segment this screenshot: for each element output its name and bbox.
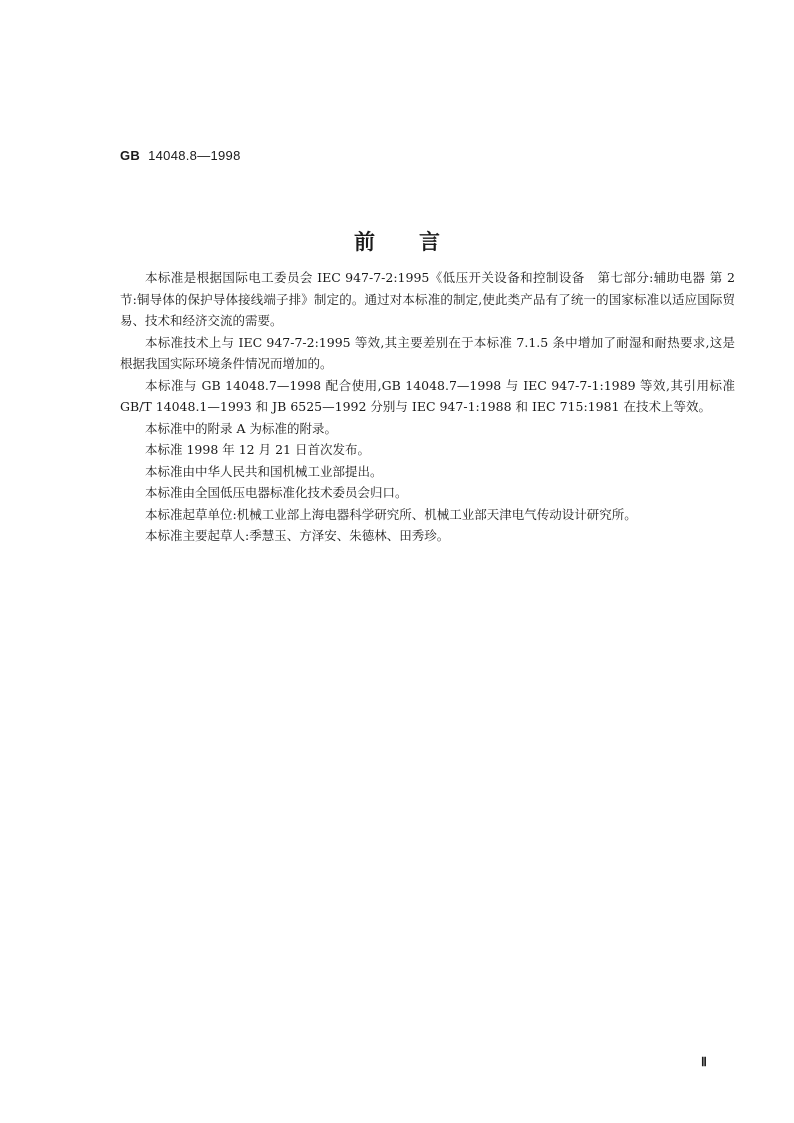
- document-header: [120, 148, 241, 163]
- paragraph-proposer: 本标准由中华人民共和国机械工业部提出。: [145, 463, 383, 479]
- paragraph-committee: 本标准由全国低压电器标准化技术委员会归口。: [145, 485, 408, 500]
- standard-code: 14048.8—1998: [148, 148, 241, 163]
- paragraph-related-standards: 本标准与 GB 14048.7—1998 配合使用,GB 14048.7—1998 与 IEC 947-7-1:1989 等效,其引用标准 GB/T 14048.1—1993 和 JB 6525—1992 分别与 IEC 947-1:1988 和 IEC 715:1981 在技术上等效。: [120, 377, 735, 414]
- paragraph-drafters: 本标准主要起草人:季慧玉、方泽安、朱德林、田秀珍。: [145, 528, 450, 543]
- paragraph-drafting-units: 本标准起草单位:机械工业部上海电器科学研究所、机械工业部天津电气传动设计研究所。: [145, 506, 637, 522]
- standard-prefix: GB: [120, 148, 141, 163]
- preface-body: [120, 267, 735, 547]
- page-title: 前言: [354, 229, 484, 254]
- paragraph-appendix: 本标准中的附录 A 为标准的附录。: [145, 420, 337, 436]
- paragraph-release-date: 本标准 1998 年 12 月 21 日首次发布。: [145, 442, 370, 457]
- paragraph-basis: 本标准是根据国际电工委员会 IEC 947-7-2:1995《低压开关设备和控制设备 第七部分:辅助电器 第 2 节:铜导体的保护导体接线端子排》制定的。通过对本标准的制定,使此类产品有了统一的国家标准以适应国际贸易、技术和经济交流的需要。: [120, 270, 735, 328]
- paragraph-technical-difference: 本标准技术上与 IEC 947-7-2:1995 等效,其主要差别在于本标准 7.1.5 条中增加了耐湿和耐热要求,这是根据我国实际环境条件情况而增加的。: [120, 334, 735, 371]
- page-number: Ⅱ: [701, 1055, 707, 1069]
